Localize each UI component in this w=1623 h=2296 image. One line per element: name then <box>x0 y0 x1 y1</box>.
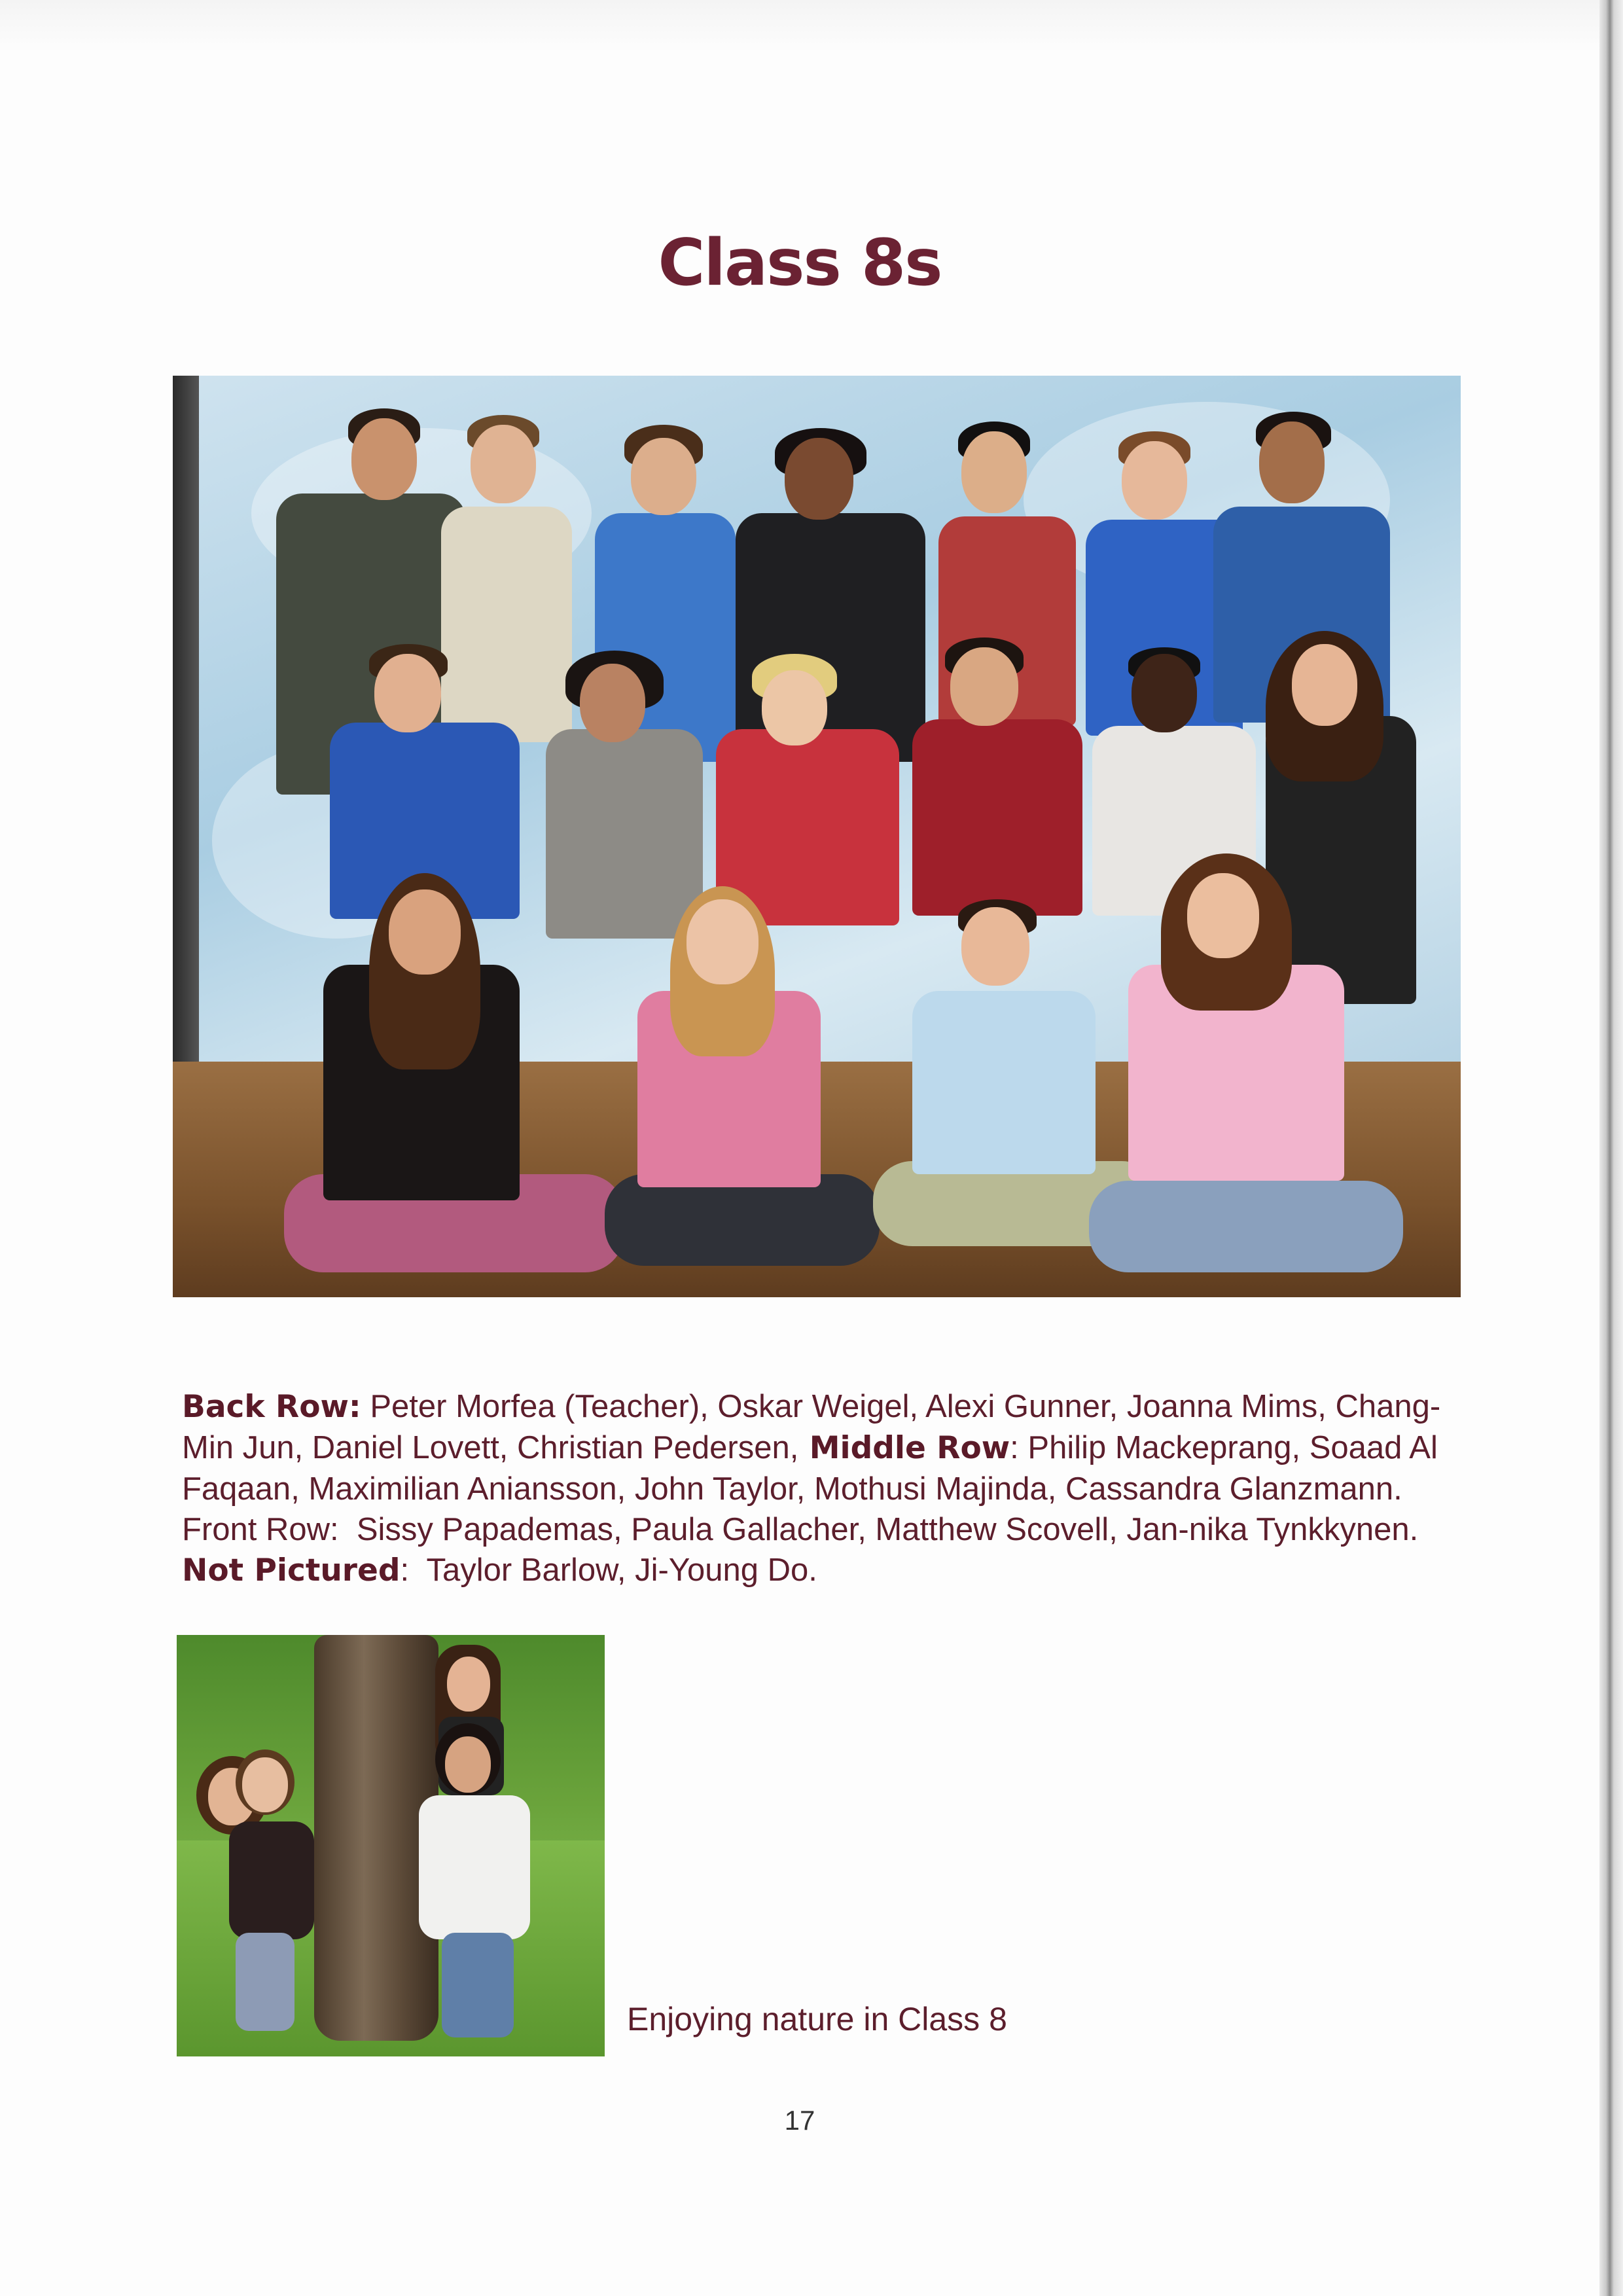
back-row-names: Peter Morfea (Teacher), Oskar Weigel, Alexi Gunner, Joanna Mims, Chang-Min Jun, Daniel Lovett, Christian Pedersen, <box>182 1389 1441 1465</box>
middle-front-row-names: : Philip Mackeprang, Soaad Al Faqaan, Maximilian Aniansson, John Taylor, Mothusi Majinda, Cassandra Glanzmann. Front Row: Sissy Papademas, Paula Gallacher, Matthew Scovell, Jan-nika Tynkkynen. <box>182 1430 1447 1547</box>
page-title: Class 8s <box>658 226 942 300</box>
not-pictured-label: Not Pictured <box>182 1552 401 1588</box>
scan-top-band <box>0 0 1599 52</box>
not-pictured-names: : Taylor Barlow, Ji-Young Do. <box>400 1552 817 1588</box>
nature-photo <box>177 1635 605 2056</box>
class-group-photo <box>173 376 1461 1297</box>
back-row-label: Back Row: <box>182 1389 361 1425</box>
middle-row-label: Middle Row <box>798 1430 1010 1466</box>
page-number: 17 <box>784 2105 815 2136</box>
class-caption <box>182 1386 1452 1591</box>
page-edge <box>1599 0 1623 2296</box>
curtain <box>173 376 199 1096</box>
nature-photo-caption: Enjoying nature in Class 8 <box>627 2001 1007 2037</box>
